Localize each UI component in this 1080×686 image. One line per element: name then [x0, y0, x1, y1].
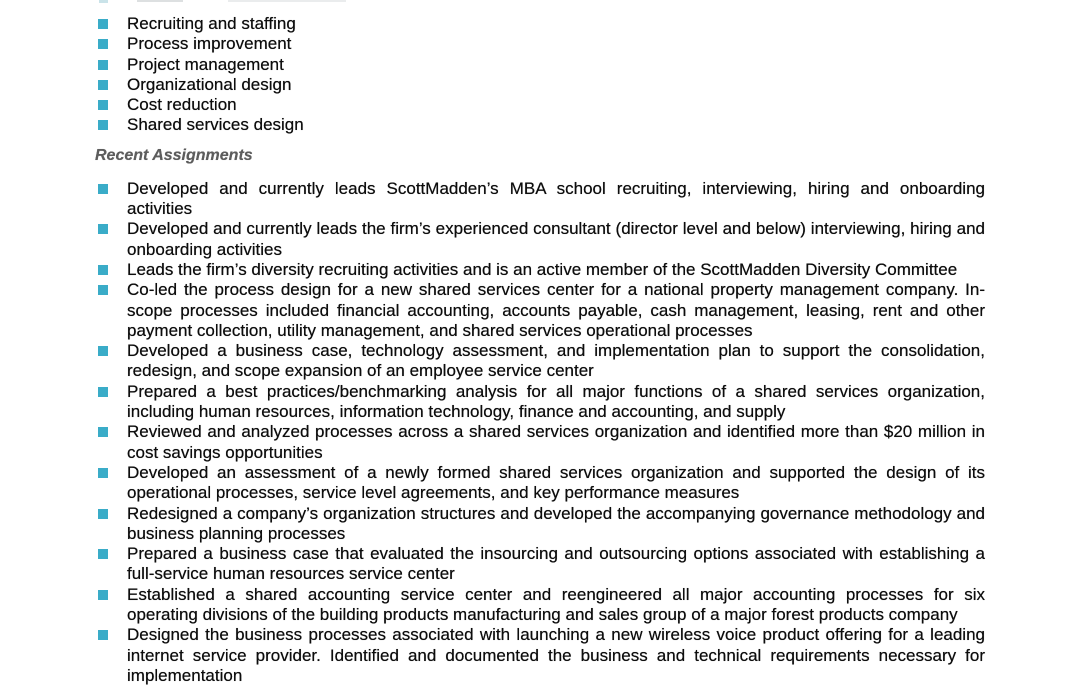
assignment-item [98, 219, 985, 260]
specialty-item [98, 34, 985, 54]
assignment-item [98, 280, 985, 341]
assignment-item [98, 382, 985, 423]
assignment-item [98, 504, 985, 545]
section-heading-recent-assignments: Recent Assignments [95, 146, 253, 164]
specialty-item [98, 55, 985, 75]
specialty-item-text: Shared services design [127, 115, 304, 135]
bullet-square-icon [98, 630, 108, 640]
assignment-item-text: Co-led the process design for a new shared services center for a national property management company. In-scope processes included financial accounting, accounts payable, cash management, leasing, rent and other payment collection, utility management, and shared services operational processes [127, 280, 985, 340]
bullet-square-icon [98, 468, 108, 478]
assignment-item [98, 179, 985, 220]
bullet-square-icon [98, 590, 108, 600]
specialty-item [98, 75, 985, 95]
specialty-item [98, 115, 985, 135]
specialty-item [98, 14, 985, 34]
bullet-square-icon [98, 80, 108, 90]
assignment-item-text: Developed a business case, technology assessment, and implementation plan to support the consolidation, redesign, and scope expansion of an employee service center [127, 341, 985, 381]
bullet-square-icon [98, 60, 108, 70]
bullet-square-icon [98, 120, 108, 130]
bullet-square-icon [98, 509, 108, 519]
specialty-item-text: Project management [127, 54, 284, 74]
assignment-item-text: Reviewed and analyzed processes across a shared services organization and identified more than $20 million in cost savings opportunities [127, 422, 985, 462]
specialty-item-text: Cost reduction [127, 95, 237, 115]
assignment-item-text: Developed and currently leads ScottMadden’s MBA school recruiting, interviewing, hiring and onboarding activities [127, 178, 985, 219]
bullet-square-icon [98, 19, 108, 29]
assignment-item-text: Leads the firm’s diversity recruiting activities and is an active member of the ScottMadden Diversity Committee [127, 259, 958, 279]
specialty-item-text: Organizational design [127, 74, 292, 94]
bullet-square-icon [98, 100, 108, 110]
assignment-item-text: Redesigned a company’s organization structures and developed the accompanying governance methodology and business planning processes [127, 503, 985, 543]
assignment-item-text: Prepared a best practices/benchmarking analysis for all major functions of a shared services organization, including human resources, information technology, finance and accounting, and supply [127, 381, 985, 422]
bullet-square-icon [98, 549, 108, 559]
bullet-square-icon [98, 387, 108, 397]
bullet-square-icon [98, 224, 108, 234]
bullet-square-icon [98, 265, 108, 275]
bullet-square-icon [98, 346, 108, 356]
bullet-square-icon [98, 184, 108, 194]
assignment-item [98, 422, 985, 463]
assignment-item-text: Prepared a business case that evaluated the insourcing and outsourcing options associated with establishing a full-service human resources service center [127, 544, 985, 584]
assignments-list [98, 179, 985, 686]
assignment-item-text: Designed the business processes associated with launching a new wireless voice product offering for a leading internet service provider. Identified and documented the business and technical requirements necessary for implementation [127, 625, 985, 685]
specialty-item [98, 95, 985, 115]
bullet-square-icon [98, 39, 108, 49]
assignment-item [98, 463, 985, 504]
specialty-item-text: Recruiting and staffing [127, 14, 296, 33]
assignment-item-text: Developed and currently leads the firm’s experienced consultant (director level and below) interviewing, hiring and onboarding activities [127, 219, 985, 259]
page-content [95, 0, 985, 686]
assignment-item [98, 260, 985, 280]
specialties-list [98, 14, 985, 136]
bullet-square-icon [98, 427, 108, 437]
assignment-item [98, 625, 985, 686]
specialty-item-text: Process improvement [127, 34, 292, 54]
assignment-item [98, 341, 985, 382]
bullet-square-icon [98, 285, 108, 295]
assignment-item-text: Established a shared accounting service center and reengineered all major accounting processes for six operating divisions of the building products manufacturing and sales group of a major forest products company [127, 584, 985, 625]
assignment-item-text: Developed an assessment of a newly formed shared services organization and supported the design of its operational processes, service level agreements, and key performance measures [127, 462, 985, 503]
assignment-item [98, 585, 985, 626]
assignment-item [98, 544, 985, 585]
